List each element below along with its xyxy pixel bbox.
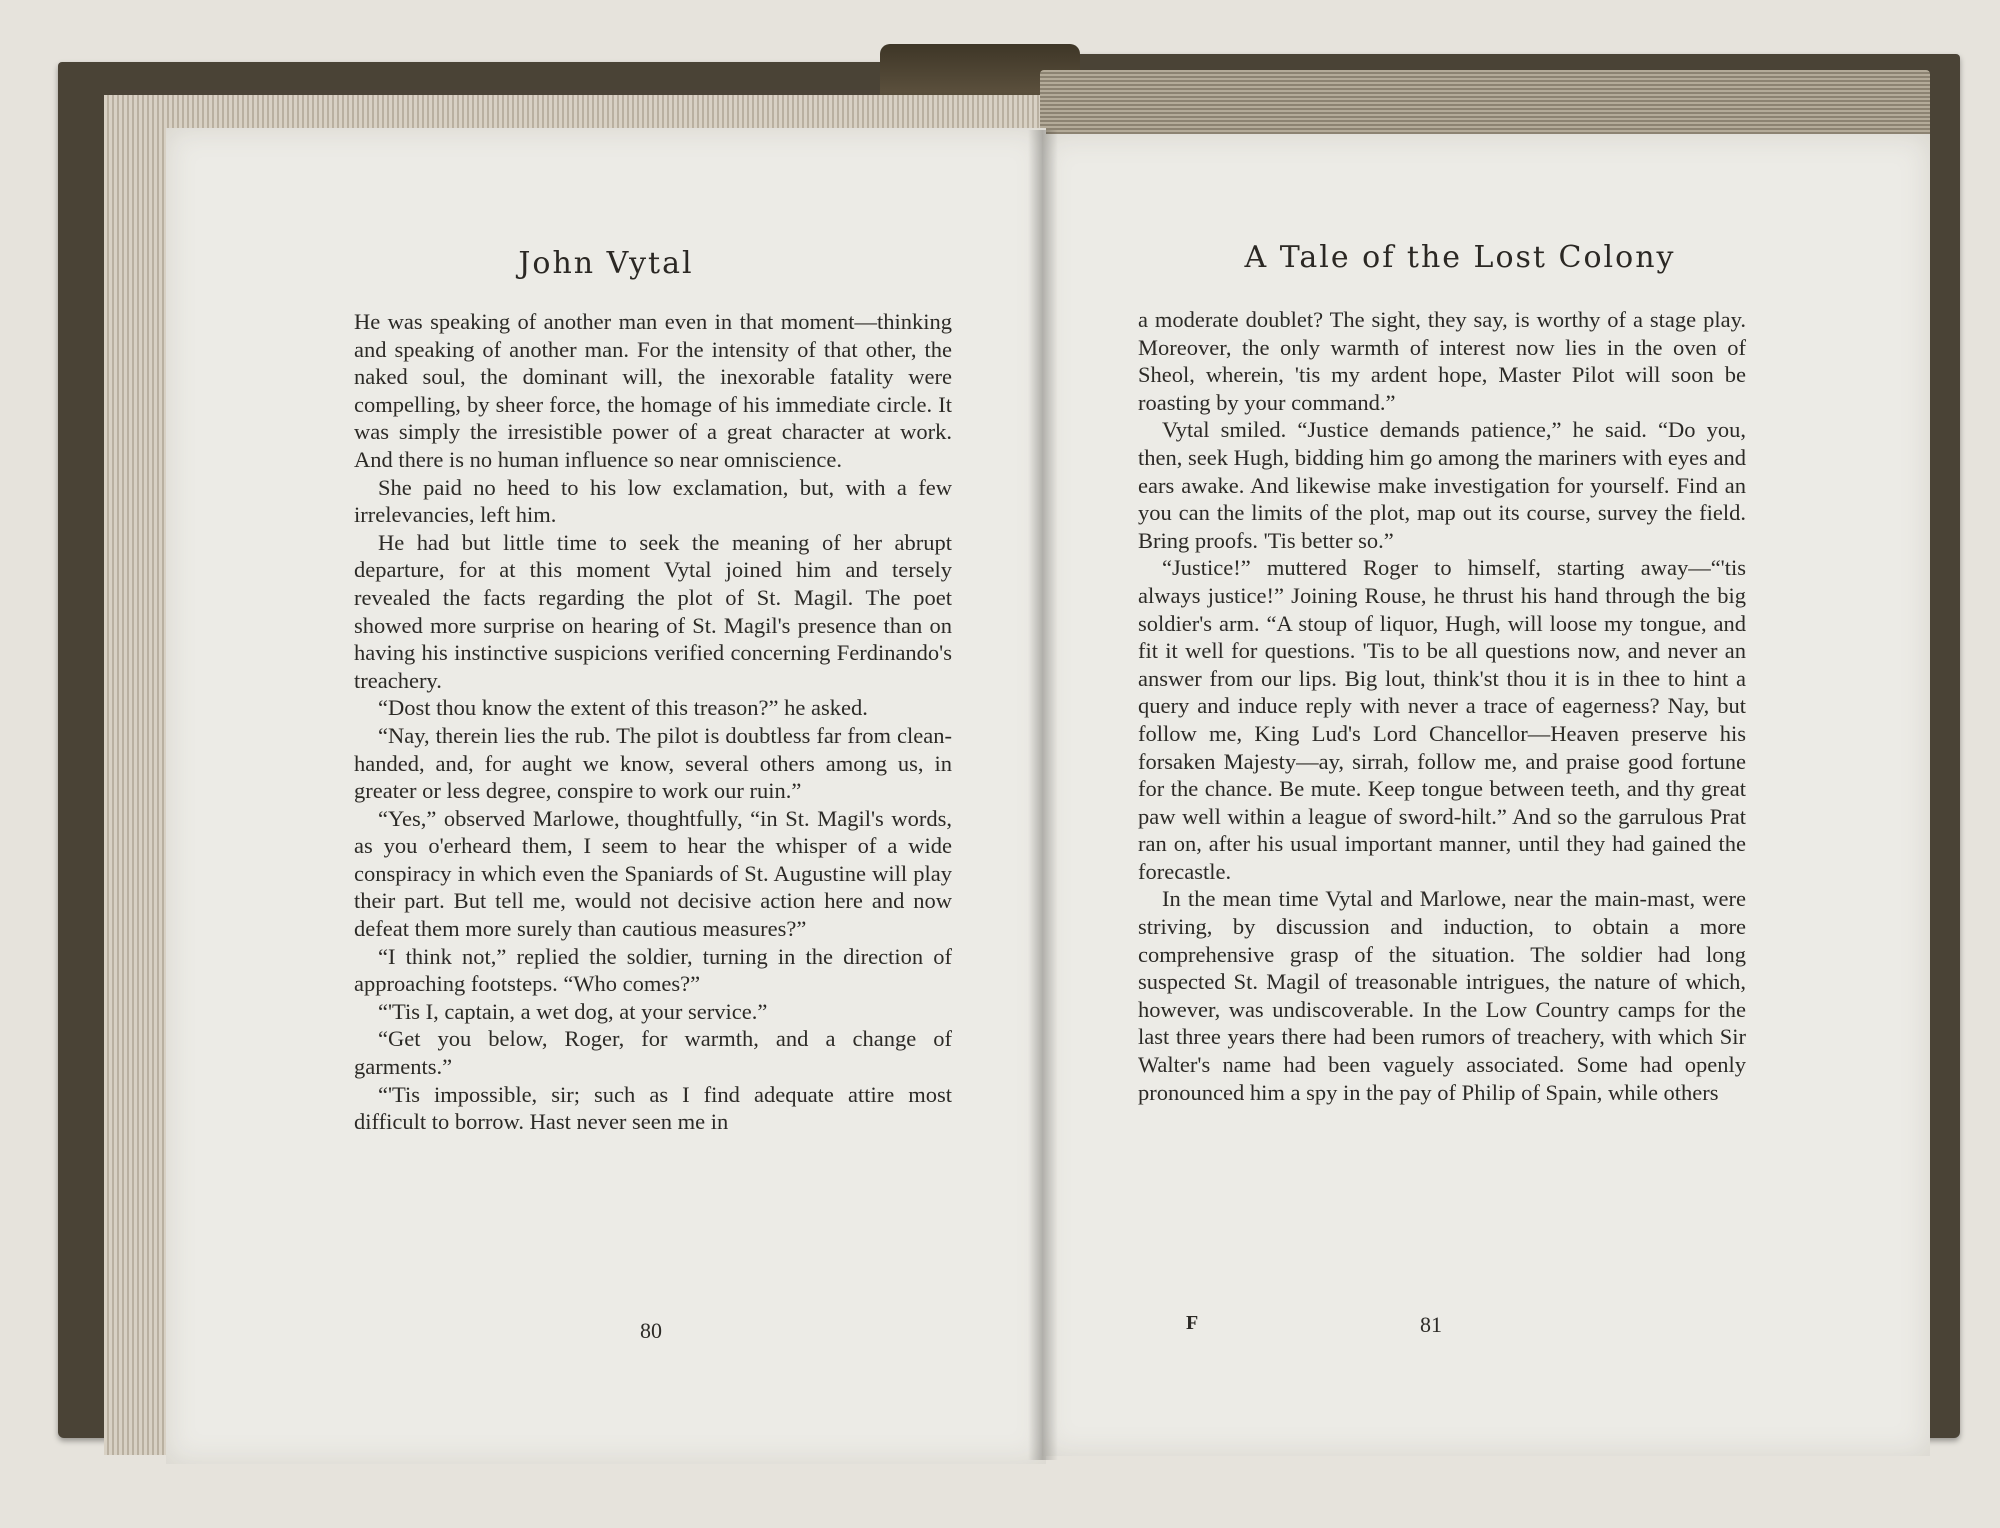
right-page-number: 81: [1420, 1312, 1442, 1337]
left-running-head: John Vytal: [518, 246, 694, 281]
paragraph: In the mean time Vytal and Marlowe, near the main-mast, were striving, by discussion and induction, to obtain a more comprehensive grasp of the situation. The soldier had long suspected St. Magil of treasonable intrigues, the nature of which, however, was undiscoverable. In the Low Country camps for the last three years there had been rumors of treachery, with which Sir Walter's name had been vaguely associated. Some had openly pronounced him a spy in the pay of Philip of Spain, while others: [1138, 886, 1746, 1105]
paragraph: “Nay, therein lies the rub. The pilot is doubtless far from clean-handed, and, for aught we know, several others among us, in greater or less degree, conspire to work our ruin.”: [354, 722, 952, 804]
paragraph: “Yes,” observed Marlowe, thoughtfully, “in St. Magil's words, as you o'erheard them, I seem to hear the whisper of a wide conspiracy in which even the Spaniards of St. Augustine will play their part. But tell me, would not decisive action here and now defeat them more surely than cautious measures?”: [354, 805, 952, 942]
paragraph: a moderate doublet? The sight, they say, is worthy of a stage play. Moreover, the only warmth of interest now lies in the oven of Sheol, wherein, 'tis my ardent hope, Master Pilot will soon be roasting by your command.”: [1138, 307, 1746, 415]
signature-mark: F: [1186, 1312, 1199, 1334]
paragraph: He had but little time to seek the meaning of her abrupt departure, for at this moment Vytal joined him and tersely revealed the facts regarding the plot of St. Magil. The poet showed more surprise on hearing of St. Magil's presence than on having his instinctive suspicions verified concerning Ferdinando's treachery.: [354, 529, 952, 693]
paragraph: “Dost thou know the extent of this treason?” he asked.: [378, 695, 868, 721]
right-page-text: [1138, 306, 1746, 1106]
left-page-number: 80: [640, 1318, 662, 1343]
paragraph: “Justice!” muttered Roger to himself, starting away—“'tis always justice!” Joining Rouse, he thrust his hand through the big soldier's arm. “A stoup of liquor, Hugh, will loose my tongue, and fit it well for questions. 'Tis to be all questions now, and never an answer from our lips. Big lout, think'st thou it is in thee to hint a query and induce reply with never a trace of eagerness? Nay, but follow me, King Lud's Lord Chancellor—Heaven preserve his forsaken Majesty—ay, sirrah, follow me, and praise good fortune for the chance. Be mute. Keep tongue between teeth, and thy great paw well within a league of sword-hilt.” And so the garrulous Prat ran on, after his usual important manner, until they had gained the forecastle.: [1138, 555, 1746, 884]
left-page-text: [354, 308, 952, 1136]
book-gutter: [1028, 130, 1058, 1460]
paragraph: “Get you below, Roger, for warmth, and a change of garments.”: [354, 1026, 952, 1080]
paragraph: Vytal smiled. “Justice demands patience,” he said. “Do you, then, seek Hugh, bidding him go among the mariners with eyes and ears awake. And likewise make investigation for yourself. Find an you can the limits of the plot, map out its course, survey the field. Bring proofs. 'Tis better so.”: [1138, 417, 1747, 553]
paragraph: “I think not,” replied the soldier, turning in the direction of approaching footsteps. “Who comes?”: [354, 943, 952, 997]
paragraph: He was speaking of another man even in that moment—thinking and speaking of another man. For the intensity of that other, the naked soul, the dominant will, the inexorable fatality were compelling, by sheer force, the homage of his immediate circle. It was simply the irresistible power of a great character at work. And there is no human influence so near omniscience.: [354, 309, 952, 472]
paragraph: She paid no heed to his low exclamation, but, with a few irrelevancies, left him.: [354, 474, 952, 528]
paragraph: “'Tis impossible, sir; such as I find adequate attire most difficult to borrow. Hast never seen me in: [354, 1081, 952, 1135]
paragraph: “'Tis I, captain, a wet dog, at your service.”: [378, 998, 768, 1024]
right-running-head: A Tale of the Lost Colony: [1244, 240, 1676, 275]
